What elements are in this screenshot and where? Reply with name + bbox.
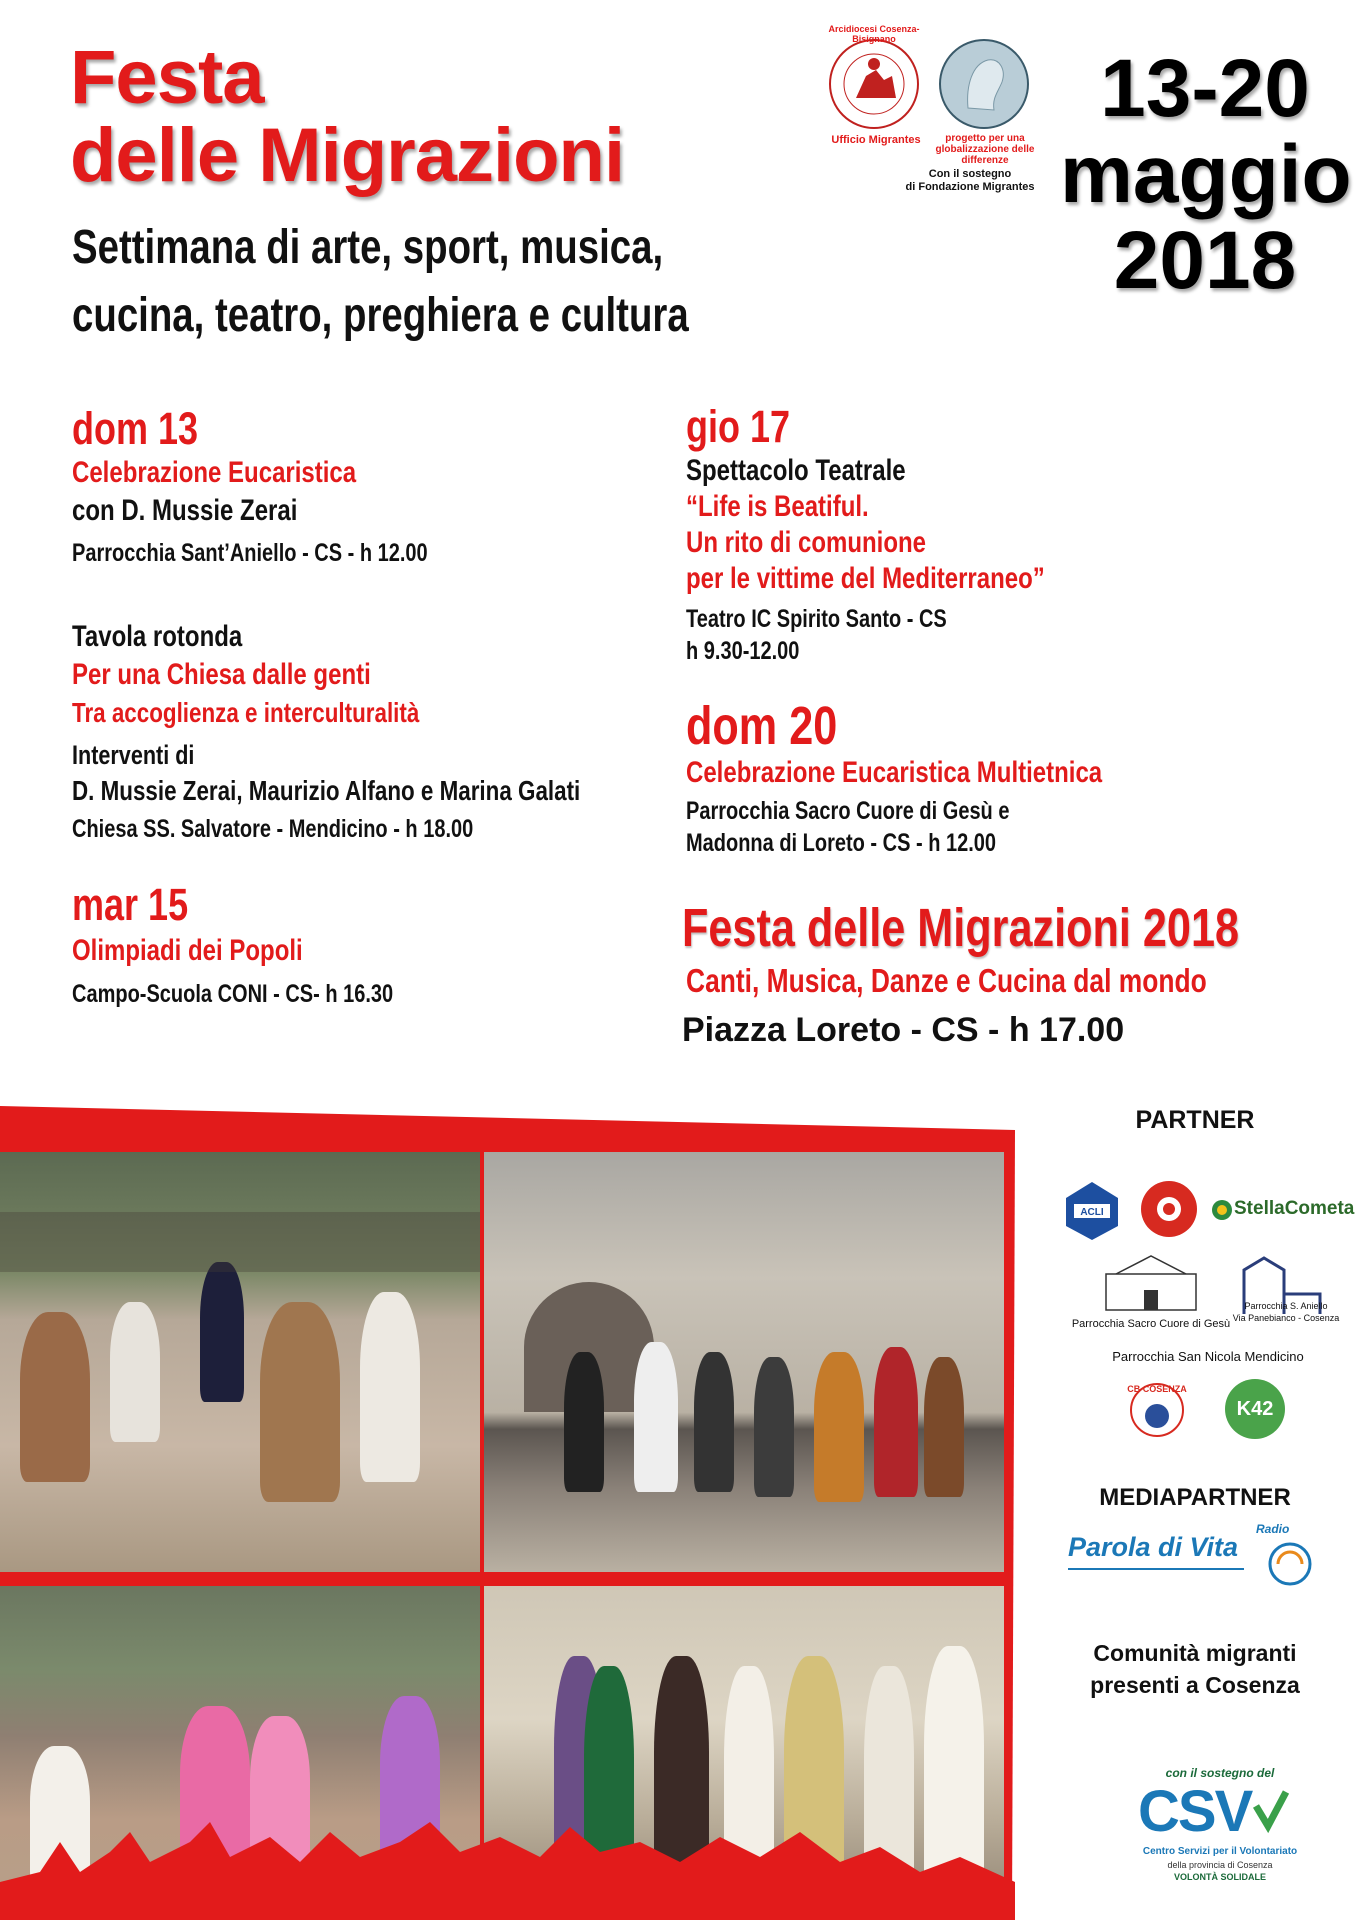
community-line-2: presenti a Cosenza bbox=[1090, 1672, 1300, 1698]
dom13-event2-title: Per una Chiesa dalle genti bbox=[72, 658, 371, 691]
dom20-place-line-1: Parrocchia Sacro Cuore di Gesù e bbox=[686, 797, 1010, 825]
community-line-1: Comunità migranti bbox=[1093, 1640, 1297, 1666]
dom13-event2-subtitle: Tra accoglienza e interculturalità bbox=[72, 697, 420, 728]
dates-line-1: 13-20 bbox=[1100, 43, 1310, 134]
csv-line-2: della provincia di Cosenza bbox=[1167, 1860, 1273, 1870]
festa-place: Piazza Loreto - CS - h 17.00 bbox=[682, 1011, 1125, 1049]
gio17-title-line-3: per le vittime del Mediterraneo” bbox=[686, 562, 1045, 595]
ufficio-migrantes-logo bbox=[826, 36, 922, 132]
subtitle-line-1: Settimana di arte, sport, musica, bbox=[72, 221, 664, 274]
stella-cometa-logo: StellaCometa bbox=[1210, 1194, 1360, 1228]
gio17-title-line-1: “Life is Beatiful. bbox=[686, 490, 869, 523]
mcl-logo bbox=[1138, 1178, 1200, 1240]
photo-stage-group bbox=[484, 1152, 1004, 1572]
gio17-time: h 9.30-12.00 bbox=[686, 637, 800, 665]
gio17-type: Spettacolo Teatrale bbox=[686, 454, 906, 487]
radio-tabor-logo: Radio bbox=[1256, 1520, 1318, 1590]
day-dom-13: dom 13 bbox=[72, 403, 199, 454]
ufficio-migrantes-caption: Ufficio Migrantes bbox=[831, 134, 921, 146]
csv-logo: CSV bbox=[1130, 1778, 1310, 1842]
gio17-title-line-2: Un rito di comunione bbox=[686, 526, 926, 559]
title-line-2: delle Migrazioni bbox=[70, 113, 625, 198]
partner-heading: PARTNER bbox=[1135, 1106, 1255, 1134]
dom13-event1-title: Celebrazione Eucaristica bbox=[72, 456, 357, 489]
dates-line-2: maggio bbox=[1060, 129, 1352, 220]
sacro-cuore-logo bbox=[1096, 1254, 1206, 1314]
gio17-place: Teatro IC Spirito Santo - CS bbox=[686, 605, 947, 633]
sant-aniello-label-1: Parrocchia S. Aniello bbox=[1244, 1301, 1328, 1311]
dates-line-3: 2018 bbox=[1113, 215, 1297, 306]
photo-collage bbox=[0, 1106, 1015, 1920]
festa-subtitle: Canti, Musica, Danze e Cucina dal mondo bbox=[686, 962, 1207, 999]
day-gio-17: gio 17 bbox=[686, 401, 791, 452]
csv-line-3: VOLONTÀ SOLIDALE bbox=[1174, 1872, 1266, 1882]
csv-support-caption: con il sostegno del bbox=[1165, 1766, 1275, 1780]
sacro-cuore-label: Parrocchia Sacro Cuore di Gesù bbox=[1071, 1318, 1231, 1330]
photo-dancers bbox=[0, 1152, 480, 1572]
title-line-1: Festa bbox=[70, 35, 264, 120]
migrants-silhouette-strip bbox=[0, 1812, 1015, 1920]
mar15-place: Campo-Scuola CONI - CS- h 16.30 bbox=[72, 980, 394, 1008]
dom20-title: Celebrazione Eucaristica Multietnica bbox=[686, 756, 1103, 789]
mar15-title: Olimpiadi dei Popoli bbox=[72, 934, 303, 967]
mediapartner-heading: MEDIAPARTNER bbox=[1099, 1484, 1291, 1511]
acli-logo: ACLI bbox=[1064, 1180, 1120, 1242]
csv-line-1: Centro Servizi per il Volontariato bbox=[1142, 1846, 1298, 1857]
sponsor-caption-1: Con il sostegno bbox=[928, 168, 1012, 180]
dom13-event1-with: con D. Mussie Zerai bbox=[72, 494, 298, 527]
dom13-event2-place: Chiesa SS. Salvatore - Mendicino - h 18.00 bbox=[72, 815, 474, 843]
arcidiocesi-caption: Arcidiocesi Cosenza-Bisignano bbox=[828, 24, 920, 44]
dom20-place-line-2: Madonna di Loreto - CS - h 12.00 bbox=[686, 829, 997, 857]
sponsor-caption-2: di Fondazione Migrantes bbox=[905, 181, 1035, 193]
dom13-event1-place: Parrocchia Sant’Aniello - CS - h 12.00 bbox=[72, 539, 428, 567]
cb-cosenza-logo: CB COSENZA bbox=[1120, 1376, 1194, 1440]
dom13-event2-speakers-label: Interventi di bbox=[72, 740, 195, 770]
k42-logo: K42 bbox=[1222, 1376, 1288, 1442]
day-mar-15: mar 15 bbox=[72, 879, 189, 930]
dom13-event2-type: Tavola rotonda bbox=[72, 620, 243, 653]
globalizzazione-caption: progetto per una globalizzazione delle differenze bbox=[935, 133, 1035, 166]
dom13-event2-speakers: D. Mussie Zerai, Maurizio Alfano e Marina Galati bbox=[72, 775, 581, 806]
san-nicola-label: Parrocchia San Nicola Mendicino bbox=[1112, 1349, 1304, 1364]
subtitle-line-2: cucina, teatro, preghiera e cultura bbox=[72, 289, 689, 342]
festa-title: Festa delle Migrazioni 2018 bbox=[682, 898, 1240, 958]
sant-aniello-label-2: Via Panebianco - Cosenza bbox=[1232, 1313, 1340, 1323]
parola-di-vita-logo: Parola di Vita bbox=[1068, 1532, 1244, 1576]
globalizzazione-logo bbox=[936, 36, 1032, 132]
day-dom-20: dom 20 bbox=[686, 696, 838, 756]
